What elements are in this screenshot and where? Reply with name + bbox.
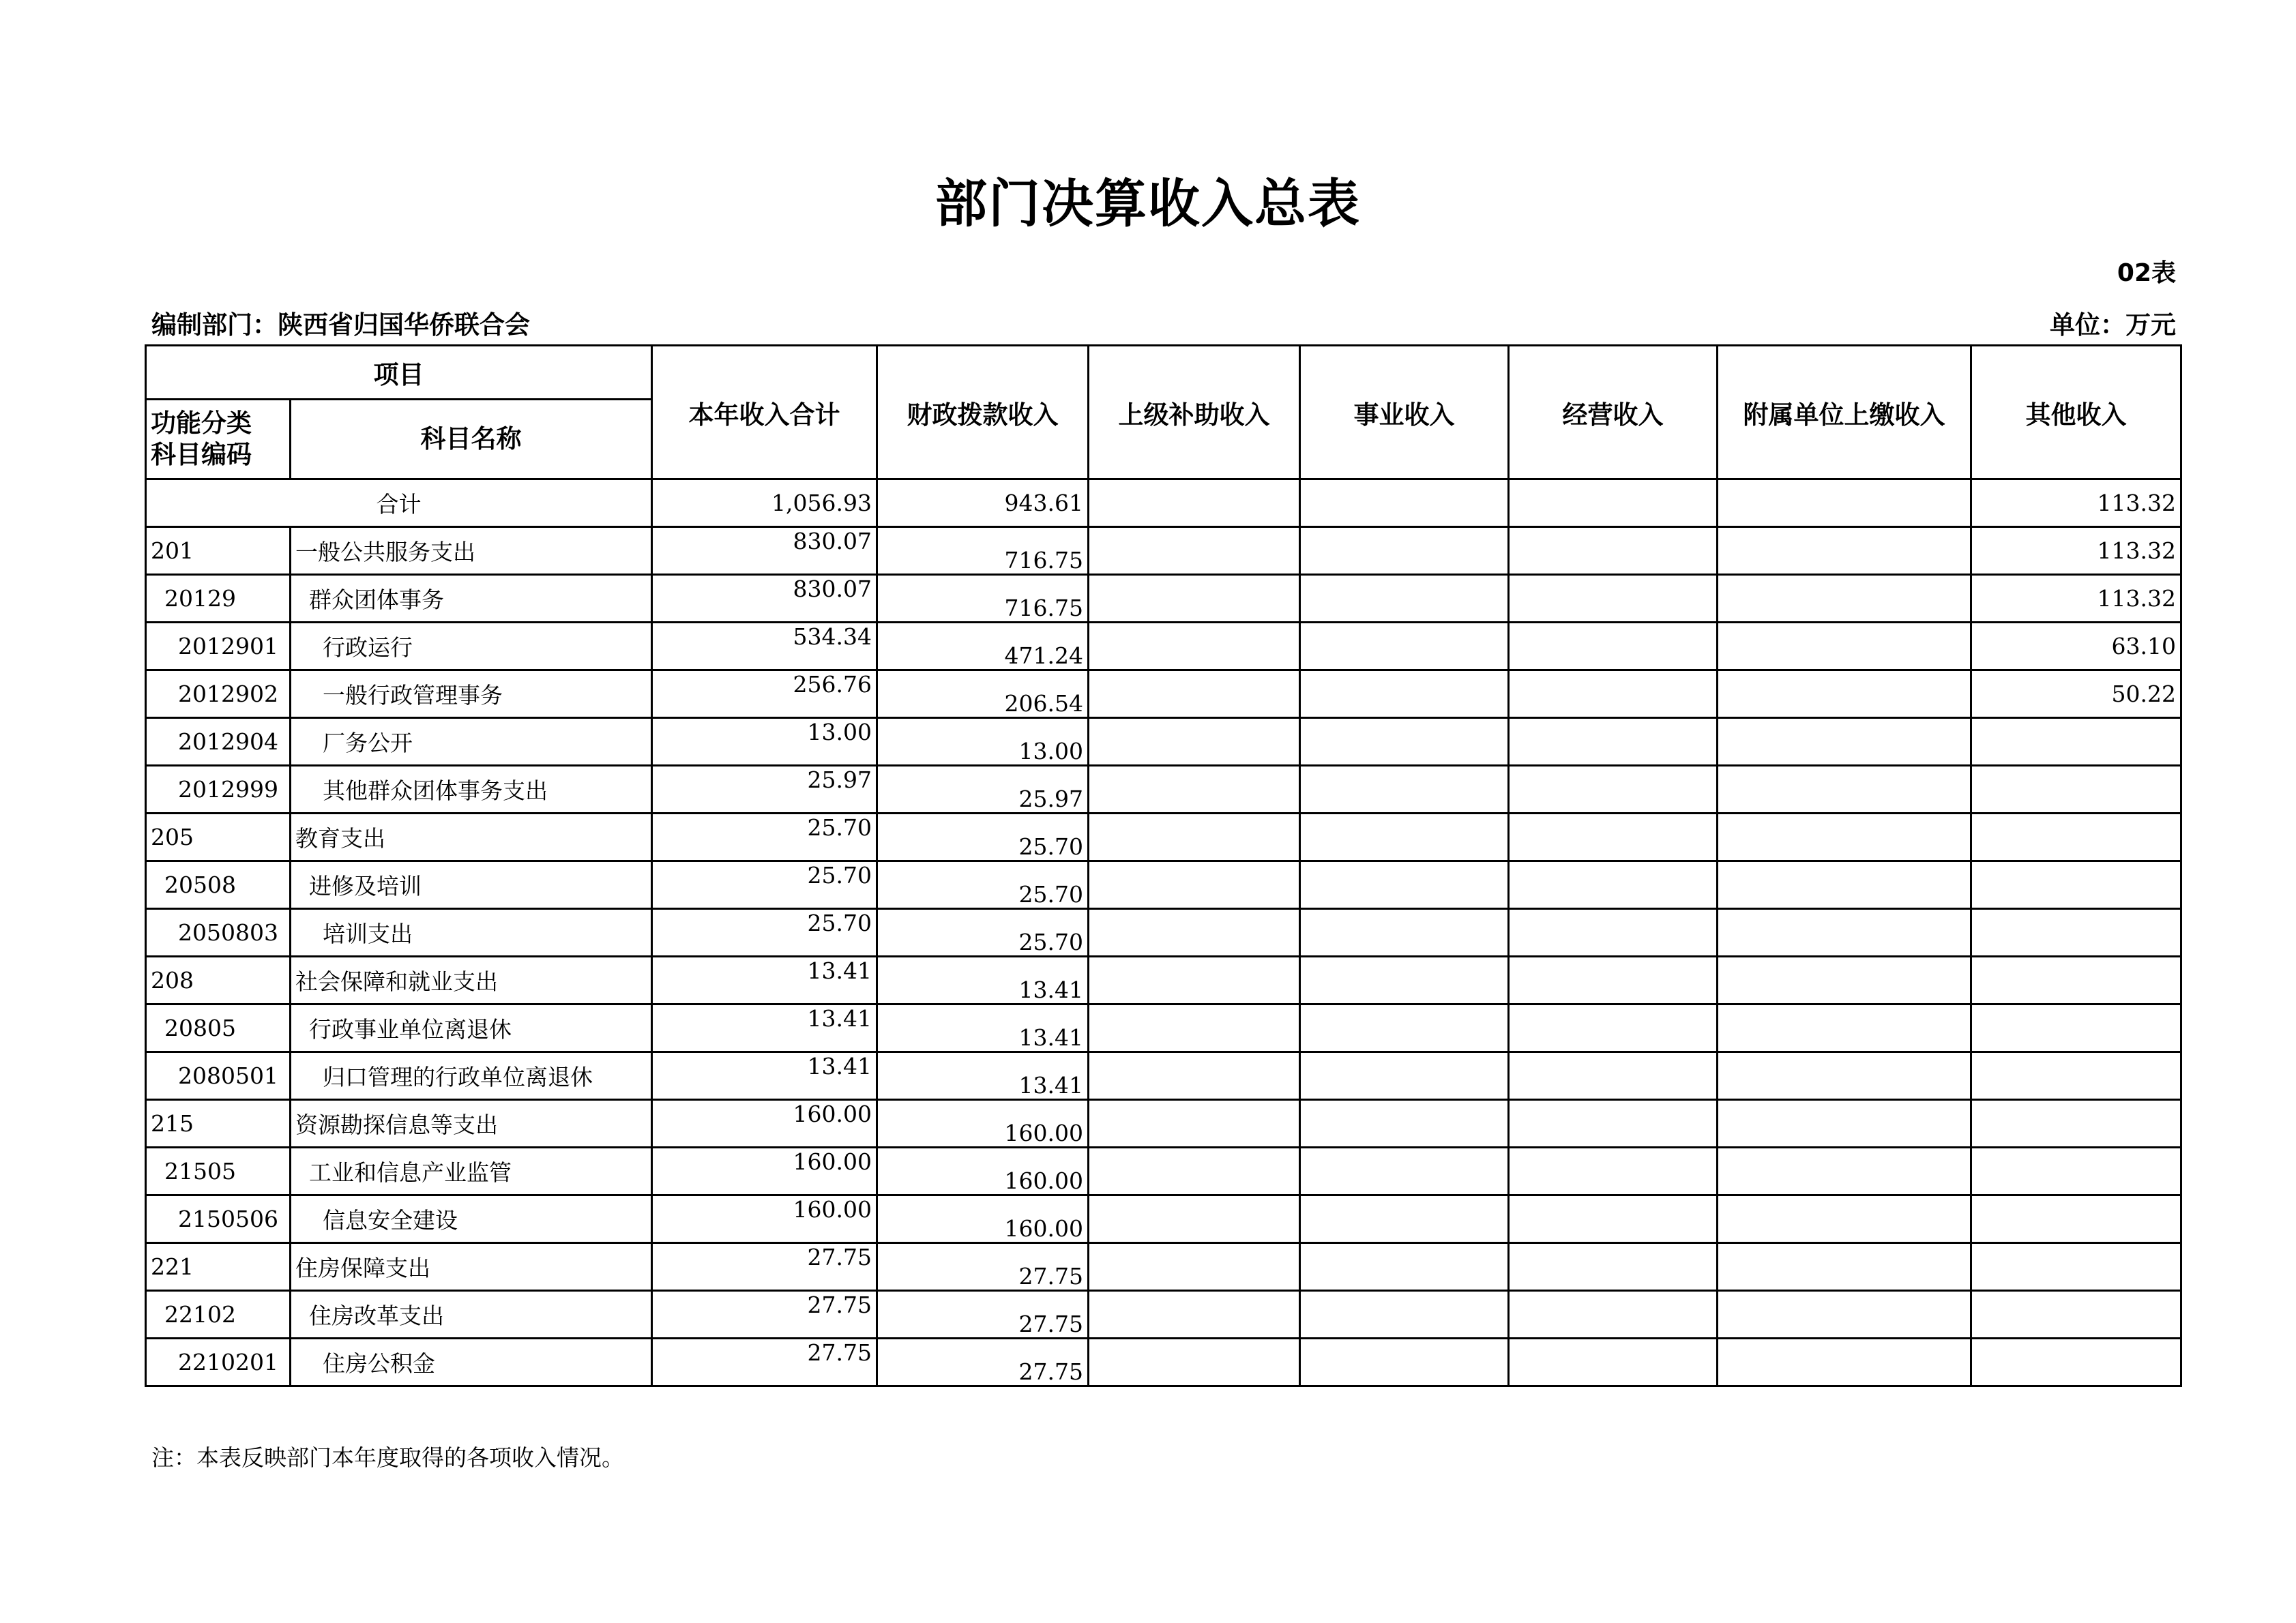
- header-business: 事业收入: [1300, 346, 1509, 479]
- row-other: [1971, 957, 2181, 1004]
- row-total: 256.76: [652, 670, 877, 718]
- row-code: 2012901: [146, 623, 291, 670]
- row-other: [1971, 1243, 2181, 1291]
- row-superior: [1089, 1148, 1300, 1195]
- row-total: 830.07: [652, 527, 877, 575]
- row-other: [1971, 1195, 2181, 1243]
- row-name: 进修及培训: [291, 861, 652, 909]
- row-code: 20805: [146, 1004, 291, 1052]
- row-affiliated: [1718, 527, 1971, 575]
- row-total: 25.70: [652, 814, 877, 861]
- row-total: 830.07: [652, 575, 877, 623]
- table-row: [146, 1195, 2181, 1243]
- row-name: 一般行政管理事务: [291, 670, 652, 718]
- row-affiliated: [1718, 909, 1971, 957]
- row-other: [1971, 909, 2181, 957]
- row-business: [1300, 1148, 1509, 1195]
- row-superior: [1089, 718, 1300, 766]
- row-superior: [1089, 1052, 1300, 1100]
- row-code: 2012904: [146, 718, 291, 766]
- row-business: [1300, 1052, 1509, 1100]
- total-row-other: 113.32: [1971, 479, 2181, 527]
- row-superior: [1089, 957, 1300, 1004]
- header-name: 科目名称: [291, 400, 652, 479]
- row-affiliated: [1718, 1004, 1971, 1052]
- row-total: 160.00: [652, 1100, 877, 1148]
- row-operating: [1509, 527, 1718, 575]
- row-affiliated: [1718, 1148, 1971, 1195]
- row-business: [1300, 861, 1509, 909]
- row-affiliated: [1718, 766, 1971, 814]
- row-affiliated: [1718, 718, 1971, 766]
- row-operating: [1509, 1100, 1718, 1148]
- row-superior: [1089, 575, 1300, 623]
- row-other: [1971, 861, 2181, 909]
- row-other: 63.10: [1971, 623, 2181, 670]
- row-affiliated: [1718, 1052, 1971, 1100]
- row-other: [1971, 766, 2181, 814]
- row-fiscal: 206.54: [877, 670, 1089, 718]
- row-superior: [1089, 814, 1300, 861]
- row-other: [1971, 1148, 2181, 1195]
- row-affiliated: [1718, 1243, 1971, 1291]
- row-code: 221: [146, 1243, 291, 1291]
- row-name: 信息安全建设: [291, 1195, 652, 1243]
- row-total: 27.75: [652, 1243, 877, 1291]
- row-operating: [1509, 1291, 1718, 1339]
- table-row: [146, 1339, 2181, 1386]
- table-row: [146, 1052, 2181, 1100]
- row-superior: [1089, 623, 1300, 670]
- row-fiscal: 160.00: [877, 1148, 1089, 1195]
- row-fiscal: 27.75: [877, 1291, 1089, 1339]
- row-operating: [1509, 1148, 1718, 1195]
- row-affiliated: [1718, 957, 1971, 1004]
- row-business: [1300, 718, 1509, 766]
- row-fiscal: 25.70: [877, 861, 1089, 909]
- row-fiscal: 27.75: [877, 1339, 1089, 1386]
- row-other: 113.32: [1971, 575, 2181, 623]
- row-business: [1300, 1291, 1509, 1339]
- row-other: 113.32: [1971, 527, 2181, 575]
- header-operating: 经营收入: [1509, 346, 1718, 479]
- total-row-superior: [1089, 479, 1300, 527]
- row-superior: [1089, 909, 1300, 957]
- row-business: [1300, 527, 1509, 575]
- row-total: 160.00: [652, 1195, 877, 1243]
- table-row: [146, 1004, 2181, 1052]
- table-row: [146, 1100, 2181, 1148]
- row-affiliated: [1718, 1195, 1971, 1243]
- row-name: 厂务公开: [291, 718, 652, 766]
- row-superior: [1089, 861, 1300, 909]
- row-operating: [1509, 575, 1718, 623]
- row-code: 2080501: [146, 1052, 291, 1100]
- header-fiscal: 财政拨款收入: [877, 346, 1089, 479]
- row-other: [1971, 1291, 2181, 1339]
- row-code: 2050803: [146, 909, 291, 957]
- header-superior: 上级补助收入: [1089, 346, 1300, 479]
- total-row-fiscal: 943.61: [877, 479, 1089, 527]
- row-code: 20508: [146, 861, 291, 909]
- row-business: [1300, 1195, 1509, 1243]
- row-total: 160.00: [652, 1148, 877, 1195]
- row-name: 工业和信息产业监管: [291, 1148, 652, 1195]
- header-other: 其他收入: [1971, 346, 2181, 479]
- table-row: [146, 1243, 2181, 1291]
- row-name: 资源勘探信息等支出: [291, 1100, 652, 1148]
- row-fiscal: 471.24: [877, 623, 1089, 670]
- row-superior: [1089, 1339, 1300, 1386]
- table-row: [146, 957, 2181, 1004]
- table-row: [146, 1148, 2181, 1195]
- table-row: [146, 861, 2181, 909]
- row-business: [1300, 814, 1509, 861]
- row-operating: [1509, 909, 1718, 957]
- row-total: 27.75: [652, 1291, 877, 1339]
- row-other: [1971, 814, 2181, 861]
- row-fiscal: 13.41: [877, 1004, 1089, 1052]
- row-operating: [1509, 670, 1718, 718]
- row-business: [1300, 670, 1509, 718]
- row-superior: [1089, 527, 1300, 575]
- row-fiscal: 160.00: [877, 1195, 1089, 1243]
- row-name: 群众团体事务: [291, 575, 652, 623]
- row-other: [1971, 718, 2181, 766]
- row-name: 一般公共服务支出: [291, 527, 652, 575]
- header-code: 功能分类 科目编码: [146, 400, 291, 479]
- table-row: [146, 766, 2181, 814]
- row-fiscal: 160.00: [877, 1100, 1089, 1148]
- row-name: 住房改革支出: [291, 1291, 652, 1339]
- row-business: [1300, 766, 1509, 814]
- row-total: 13.41: [652, 957, 877, 1004]
- row-total: 13.00: [652, 718, 877, 766]
- row-code: 215: [146, 1100, 291, 1148]
- row-superior: [1089, 1195, 1300, 1243]
- row-affiliated: [1718, 1100, 1971, 1148]
- row-superior: [1089, 1291, 1300, 1339]
- total-row-affiliated: [1718, 479, 1971, 527]
- row-fiscal: 25.70: [877, 909, 1089, 957]
- row-code: 2210201: [146, 1339, 291, 1386]
- table-row: [146, 670, 2181, 718]
- total-row: [146, 479, 2181, 527]
- row-superior: [1089, 1004, 1300, 1052]
- row-other: 50.22: [1971, 670, 2181, 718]
- row-fiscal: 25.70: [877, 814, 1089, 861]
- header-total: 本年收入合计: [652, 346, 877, 479]
- table-row: [146, 718, 2181, 766]
- row-affiliated: [1718, 670, 1971, 718]
- row-business: [1300, 957, 1509, 1004]
- row-operating: [1509, 1195, 1718, 1243]
- row-code: 21505: [146, 1148, 291, 1195]
- row-operating: [1509, 1004, 1718, 1052]
- row-code: 22102: [146, 1291, 291, 1339]
- row-affiliated: [1718, 575, 1971, 623]
- row-name: 行政事业单位离退休: [291, 1004, 652, 1052]
- total-label: 合计: [146, 479, 652, 527]
- unit-label: 单位：万元: [2050, 310, 2176, 340]
- row-operating: [1509, 861, 1718, 909]
- row-name: 住房保障支出: [291, 1243, 652, 1291]
- row-business: [1300, 623, 1509, 670]
- row-superior: [1089, 670, 1300, 718]
- row-operating: [1509, 1243, 1718, 1291]
- row-total: 27.75: [652, 1339, 877, 1386]
- row-other: [1971, 1339, 2181, 1386]
- row-affiliated: [1718, 1291, 1971, 1339]
- row-code: 20129: [146, 575, 291, 623]
- row-fiscal: 13.41: [877, 1052, 1089, 1100]
- row-superior: [1089, 1243, 1300, 1291]
- row-affiliated: [1718, 1339, 1971, 1386]
- row-name: 住房公积金: [291, 1339, 652, 1386]
- row-affiliated: [1718, 861, 1971, 909]
- row-business: [1300, 575, 1509, 623]
- row-total: 534.34: [652, 623, 877, 670]
- row-operating: [1509, 1339, 1718, 1386]
- row-code: 2012999: [146, 766, 291, 814]
- row-superior: [1089, 1100, 1300, 1148]
- table-row: [146, 814, 2181, 861]
- total-row-operating: [1509, 479, 1718, 527]
- row-name: 其他群众团体事务支出: [291, 766, 652, 814]
- row-business: [1300, 1100, 1509, 1148]
- row-total: 13.41: [652, 1004, 877, 1052]
- row-total: 25.70: [652, 909, 877, 957]
- row-other: [1971, 1004, 2181, 1052]
- row-code: 2150506: [146, 1195, 291, 1243]
- row-fiscal: 13.00: [877, 718, 1089, 766]
- row-fiscal: 716.75: [877, 575, 1089, 623]
- row-code: 205: [146, 814, 291, 861]
- row-fiscal: 13.41: [877, 957, 1089, 1004]
- table-row: [146, 575, 2181, 623]
- row-affiliated: [1718, 623, 1971, 670]
- table-number: 02表: [2117, 259, 2176, 287]
- row-name: 教育支出: [291, 814, 652, 861]
- row-name: 行政运行: [291, 623, 652, 670]
- row-total: 13.41: [652, 1052, 877, 1100]
- footnote: 注：本表反映部门本年度取得的各项收入情况。: [151, 1444, 624, 1471]
- row-name: 社会保障和就业支出: [291, 957, 652, 1004]
- row-business: [1300, 1004, 1509, 1052]
- row-fiscal: 25.97: [877, 766, 1089, 814]
- total-row-total: 1,056.93: [652, 479, 877, 527]
- department-label: 编制部门：陕西省归国华侨联合会: [151, 310, 530, 340]
- table-row: [146, 1291, 2181, 1339]
- row-other: [1971, 1100, 2181, 1148]
- table-row: [146, 909, 2181, 957]
- row-operating: [1509, 766, 1718, 814]
- income-summary-table: [145, 344, 2182, 1387]
- row-name: 归口管理的行政单位离退休: [291, 1052, 652, 1100]
- row-code: 201: [146, 527, 291, 575]
- row-operating: [1509, 957, 1718, 1004]
- row-affiliated: [1718, 814, 1971, 861]
- row-superior: [1089, 766, 1300, 814]
- row-operating: [1509, 718, 1718, 766]
- row-fiscal: 27.75: [877, 1243, 1089, 1291]
- row-operating: [1509, 1052, 1718, 1100]
- row-code: 2012902: [146, 670, 291, 718]
- header-item: 项目: [146, 346, 652, 400]
- row-code: 208: [146, 957, 291, 1004]
- row-total: 25.70: [652, 861, 877, 909]
- table-row: [146, 623, 2181, 670]
- row-operating: [1509, 623, 1718, 670]
- header-affiliated: 附属单位上缴收入: [1718, 346, 1971, 479]
- row-business: [1300, 1243, 1509, 1291]
- table-row: [146, 527, 2181, 575]
- page-title: 部门决算收入总表: [935, 173, 1361, 234]
- total-row-business: [1300, 479, 1509, 527]
- row-total: 25.97: [652, 766, 877, 814]
- row-business: [1300, 1339, 1509, 1386]
- row-operating: [1509, 814, 1718, 861]
- row-business: [1300, 909, 1509, 957]
- row-name: 培训支出: [291, 909, 652, 957]
- row-fiscal: 716.75: [877, 527, 1089, 575]
- row-other: [1971, 1052, 2181, 1100]
